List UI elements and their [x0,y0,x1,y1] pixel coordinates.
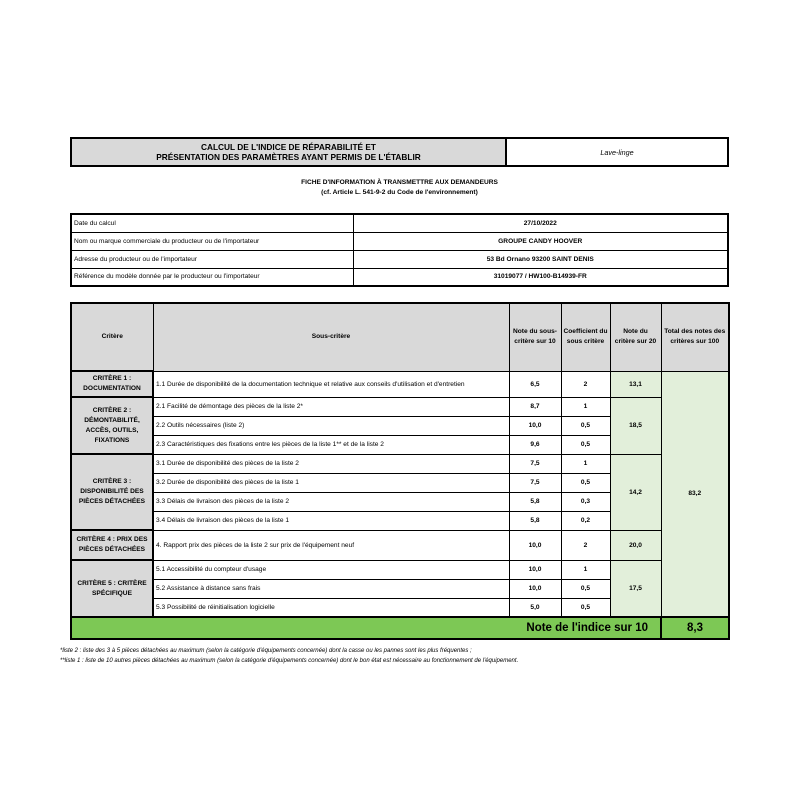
subcriterion-label: 1.1 Durée de disponibilité de la documentation technique et relative aux conseils d'utilisation et d'entretien [153,371,509,397]
subcriterion-note: 5,8 [509,511,561,530]
table-row [71,560,729,579]
subcriterion-label: 3.4 Délais de livraison des pièces de la liste 1 [153,511,509,530]
criterion-note: 17,5 [610,560,661,617]
table-row [71,371,729,397]
subcriterion-note: 5,0 [509,598,561,617]
score-table [70,302,730,640]
subcriterion-note: 10,0 [509,579,561,598]
info-label: Référence du modèle donnée par le producteur ou l'importateur [71,268,353,286]
subcriterion-label: 5.3 Possibilité de réinitialisation logicielle [153,598,509,617]
subcriterion-coef: 0,3 [561,492,610,511]
subcriterion-coef: 2 [561,371,610,397]
subtitle-line-2: (cf. Article L. 541-9-2 du Code de l'environnement) [321,189,478,196]
document-header [70,137,729,167]
criterion-name: CRITÈRE 3 : DISPONIBILITÉ DES PIÈCES DÉTACHÉES [71,454,153,530]
info-value: 53 Bd Ornano 93200 SAINT DENIS [353,250,728,268]
subcriterion-note: 6,5 [509,371,561,397]
criterion-name: CRITÈRE 4 : PRIX DES PIÈCES DÉTACHÉES [71,530,153,560]
subcriterion-note: 9,6 [509,435,561,454]
subcriterion-label: 2.1 Facilité de démontage des pièces de la liste 2* [153,397,509,416]
subtitle-line-1: FICHE D'INFORMATION À TRANSMETTRE AUX DEMANDEURS [301,179,498,186]
subtitle [70,178,729,198]
final-score-value: 8,3 [661,617,729,639]
info-table [70,213,729,287]
info-row [71,268,728,286]
subcriterion-coef: 0,5 [561,435,610,454]
subcriterion-coef: 0,2 [561,511,610,530]
footnote-liste-1: **liste 1 : liste de 10 autres pièces détachées au maximum (selon la catégorie d'équipements concernée) dont le bon état est nécessaire au fonctionnement de l'équipement. [60,658,519,664]
info-value: 27/10/2022 [353,214,728,232]
criterion-note: 14,2 [610,454,661,530]
subcriterion-coef: 0,5 [561,579,610,598]
subcriterion-note: 8,7 [509,397,561,416]
footnotes [60,646,760,666]
header-note-critere: Note du critère sur 20 [610,303,661,371]
header-total: Total des notes des critères sur 100 [661,303,729,371]
criterion-note: 20,0 [610,530,661,560]
table-row [71,397,729,416]
total-score: 83,2 [661,371,729,617]
subcriterion-coef: 0,5 [561,416,610,435]
header-critere: Critère [71,303,153,371]
subcriterion-note: 10,0 [509,530,561,560]
info-row [71,214,728,232]
subcriterion-note: 10,0 [509,416,561,435]
table-row [71,454,729,473]
subcriterion-label: 2.2 Outils nécessaires (liste 2) [153,416,509,435]
product-category: Lave-linge [507,137,729,167]
criterion-note: 13,1 [610,371,661,397]
subcriterion-coef: 0,5 [561,473,610,492]
subcriterion-label: 4. Rapport prix des pièces de la liste 2 sur prix de l'équipement neuf [153,530,509,560]
criterion-name: CRITÈRE 5 : CRITÈRE SPÉCIFIQUE [71,560,153,617]
header-note-sous-critere: Note du sous-critère sur 10 [509,303,561,371]
subcriterion-note: 5,8 [509,492,561,511]
subcriterion-note: 7,5 [509,454,561,473]
subcriterion-label: 3.2 Durée de disponibilité des pièces de la liste 1 [153,473,509,492]
info-value: 31019077 / HW100-B14939-FR [353,268,728,286]
document-title [70,137,507,167]
criterion-name: CRITÈRE 2 : DÉMONTABILITÉ, ACCÈS, OUTILS, FIXATIONS [71,397,153,454]
subcriterion-note: 10,0 [509,560,561,579]
info-label: Adresse du producteur ou de l'importateur [71,250,353,268]
info-value: GROUPE CANDY HOOVER [353,232,728,250]
header-coefficient: Coefficient du sous critère [561,303,610,371]
subcriterion-coef: 1 [561,397,610,416]
header-row [71,303,729,371]
subcriterion-coef: 1 [561,454,610,473]
header-sous-critere: Sous-critère [153,303,509,371]
footnote-liste-2: *liste 2 : liste des 3 à 5 pièces détachées au maximum (selon la catégorie d'équipements concernée) dont la casse ou les pannes sont les plus fréquentes ; [60,648,472,654]
title-line-2: PRÉSENTATION DES PARAMÈTRES AYANT PERMIS DE L'ÉTABLIR [156,152,421,162]
subcriterion-coef: 1 [561,560,610,579]
title-line-1: CALCUL DE L'INDICE DE RÉPARABILITÉ ET [201,142,376,152]
info-label: Date du calcul [71,214,353,232]
subcriterion-label: 5.1 Accessibilité du compteur d'usage [153,560,509,579]
table-row [71,530,729,560]
subcriterion-label: 3.3 Délais de livraison des pièces de la liste 2 [153,492,509,511]
subcriterion-note: 7,5 [509,473,561,492]
criterion-name: CRITÈRE 1 : DOCUMENTATION [71,371,153,397]
subcriterion-label: 5.2 Assistance à distance sans frais [153,579,509,598]
info-row [71,232,728,250]
final-score-row [71,617,729,639]
subcriterion-label: 2.3 Caractéristiques des fixations entre les pièces de la liste 1** et de la liste 2 [153,435,509,454]
info-label: Nom ou marque commerciale du producteur ou de l'importateur [71,232,353,250]
subcriterion-coef: 0,5 [561,598,610,617]
final-score-label: Note de l'indice sur 10 [71,617,661,639]
criterion-note: 18,5 [610,397,661,454]
info-row [71,250,728,268]
subcriterion-label: 3.1 Durée de disponibilité des pièces de la liste 2 [153,454,509,473]
subcriterion-coef: 2 [561,530,610,560]
